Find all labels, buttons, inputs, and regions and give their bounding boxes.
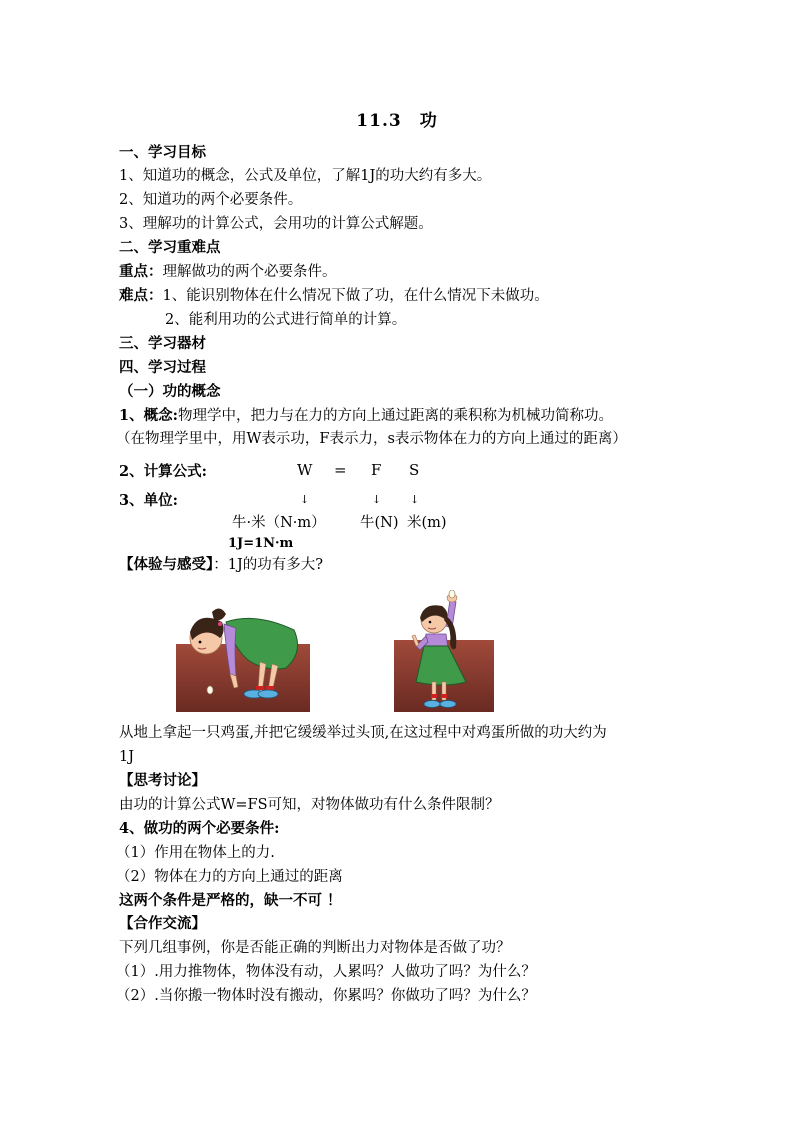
concept-line	[119, 405, 613, 427]
condition-1: （1）作用在物体上的力.	[116, 845, 275, 861]
unit-work: 牛·米（N·m）	[232, 515, 326, 531]
section-goals-heading: 一、学习目标	[119, 144, 206, 161]
key-point-label: 重点：	[119, 263, 163, 280]
section-process-heading: 四、学习过程	[119, 359, 206, 376]
formula-s: S	[409, 461, 420, 479]
goal-item-2: 2、知道功的两个必要条件。	[119, 192, 303, 208]
formula-label: 2、计算公式:	[119, 463, 207, 480]
arrow-down-icon: ↓	[300, 493, 310, 506]
joule-definition: 1J=1N·m	[228, 536, 294, 551]
girl-raising-egg-illustration	[394, 590, 494, 712]
think-discuss-text: 由功的计算公式W=FS可知，对物体做功有什么条件限制？	[119, 797, 500, 813]
concept-text: 物理学中，把力与在力的方向上通过距离的乘积称为机械功简称功。	[177, 408, 613, 424]
girl-picking-egg-illustration	[176, 600, 310, 712]
difficult-point-text-2: 2、能利用功的公式进行简单的计算。	[165, 312, 407, 328]
experience-text: ：1J的功有多大?	[213, 557, 324, 573]
concept-label: 1、概念:	[119, 407, 178, 424]
key-point-text: 理解做功的两个必要条件。	[162, 264, 337, 280]
egg-icon	[207, 686, 213, 694]
goal-item-1: 1、知道功的概念，公式及单位，了解1J的功大约有多大。	[119, 168, 492, 184]
unit-distance: 米(m)	[407, 515, 447, 531]
formula-w: W	[297, 461, 313, 479]
difficult-point-label: 难点：	[119, 287, 163, 304]
experience-line	[119, 554, 323, 576]
cooperation-question-1: （1）.用力推物体，物体没有动，人累吗？人做功了吗？为什么？	[116, 964, 536, 980]
arrow-down-icon: ↓	[410, 493, 420, 506]
think-discuss-label: 【思考讨论】	[119, 772, 206, 789]
condition-2: （2）物体在力的方向上通过的距离	[116, 869, 343, 885]
egg-description-1: 从地上拿起一只鸡蛋,并把它缓缓举过头顶,在这过程中对鸡蛋所做的功大约为	[119, 725, 607, 741]
cooperation-label: 【合作交流】	[119, 915, 206, 932]
conditions-heading: 4、做功的两个必要条件:	[119, 820, 280, 837]
unit-force: 牛(N)	[360, 515, 399, 531]
difficult-point-line	[119, 285, 549, 307]
unit-label: 3、单位:	[119, 492, 178, 509]
cooperation-text: 下列几组事例，你是否能正确的判断出力对物体是否做了功？	[119, 940, 511, 956]
egg-description-2: 1J	[119, 749, 135, 765]
subsection-concept-heading: （一）功的概念	[119, 383, 221, 400]
formula-f: F	[371, 461, 382, 479]
key-point-line	[119, 261, 337, 283]
arrow-down-icon: ↓	[372, 493, 382, 506]
section-key-difficult-heading: 二、学习重难点	[119, 239, 221, 256]
experience-label: 【体验与感受】	[119, 556, 214, 573]
difficult-point-text-1: 1、能识别物体在什么情况下做了功，在什么情况下未做功。	[162, 288, 549, 304]
formula-equals: =	[334, 461, 347, 479]
page-title: 11.3 功	[356, 111, 438, 131]
egg-icon	[449, 590, 455, 598]
section-equipment-heading: 三、学习器材	[119, 335, 206, 352]
concept-note: （在物理学里中，用W表示功，F表示力，s表示物体在力的方向上通过的距离）	[116, 431, 627, 447]
conditions-strict-note: 这两个条件是严格的，缺一不可 ！	[119, 892, 342, 909]
cooperation-question-2: （2）.当你搬一物体时没有搬动，你累吗？你做功了吗？为什么？	[116, 988, 536, 1004]
goal-item-3: 3、理解功的计算公式，会用功的计算公式解题。	[119, 216, 433, 232]
